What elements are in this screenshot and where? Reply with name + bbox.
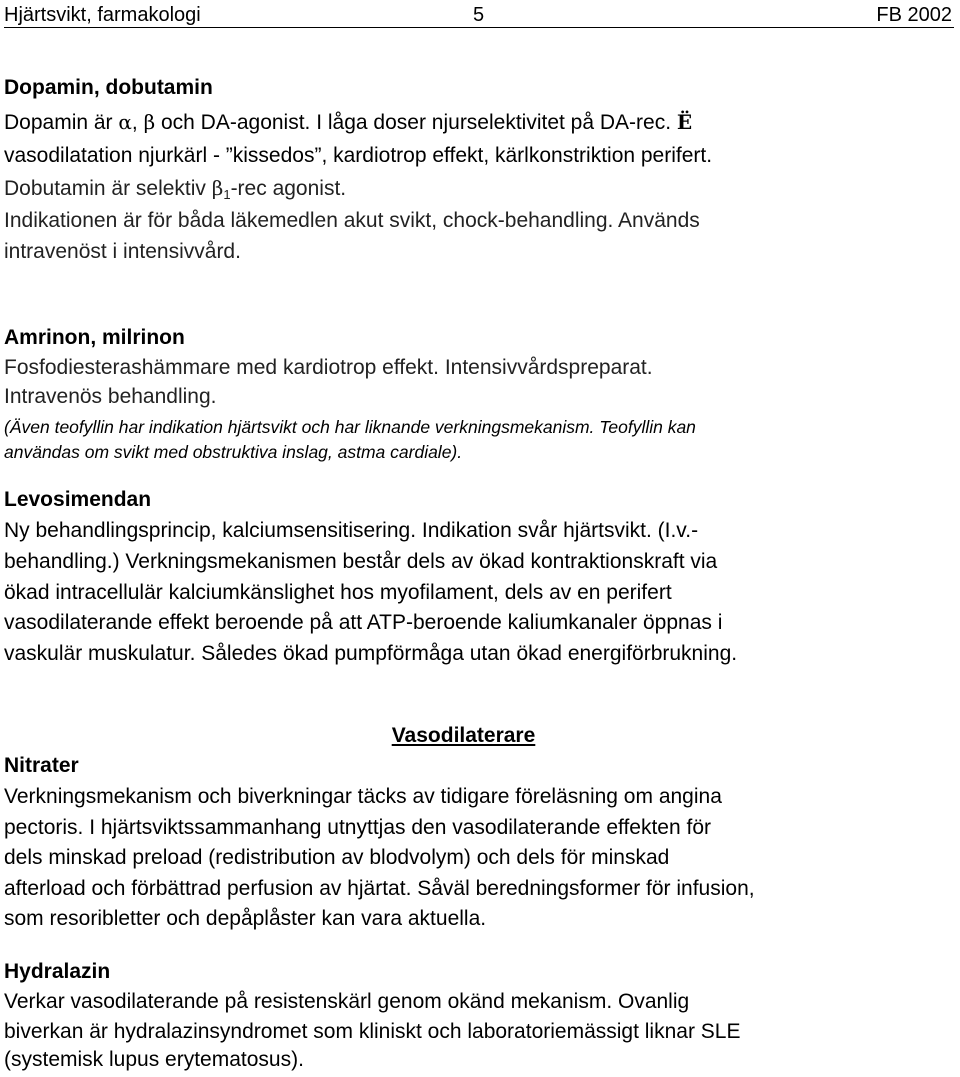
dobutamin-start: Dobutamin är selektiv — [4, 177, 212, 200]
levosimendan-line-2: behandling.) Verkningsmekanismen består dels av ökad kontraktionskraft via — [4, 550, 718, 573]
amrinon-line-2: Intravenös behandling. — [4, 385, 217, 408]
hydralazin-line-2: biverkan är hydralazinsyndromet som kliniskt och laboratoriemässigt liknar SLE — [4, 1020, 741, 1043]
nitrater-line-4: afterload och förbättrad perfusion av hjärtat. Såväl beredningsformer för infusion, — [4, 877, 755, 900]
levosimendan-line-3: ökad intracellulär kalciumkänslighet hos myofilament, dels av en perifert — [4, 581, 672, 604]
header-author-year: FB 2002 — [876, 4, 952, 26]
vasodilaterare-title: Vasodilaterare — [391, 724, 536, 747]
arrow-symbol: Ë — [676, 110, 693, 134]
dobutamin-end: -rec agonist. — [230, 177, 347, 200]
amrinon-heading: Amrinon, milrinon — [4, 326, 185, 349]
hydralazin-line-1: Verkar vasodilaterande på resistenskärl genom okänd mekanism. Ovanlig — [4, 990, 690, 1013]
levosimendan-heading: Levosimendan — [4, 488, 152, 511]
page-header — [4, 2, 954, 28]
nitrater-line-3: dels minskad preload (redistribution av blodvolym) och dels för minskad — [4, 846, 670, 869]
levosimendan-line-1: Ny behandlingsprincip, kalciumsensitisering. Indikation svår hjärtsvikt. (I.v.- — [4, 519, 699, 542]
dopamin-line-1-start: Dopamin är — [4, 111, 119, 134]
hydralazin-line-3: (systemisk lupus erytematosus). — [4, 1048, 304, 1071]
nitrater-line-2: pectoris. I hjärtsviktssammanhang utnyttjas den vasodilaterande effekten för — [4, 816, 711, 839]
header-rule — [4, 27, 954, 28]
dopamin-line-5: intravenöst i intensivvård. — [4, 240, 241, 263]
dopamin-line-4: Indikationen är för båda läkemedlen akut svikt, chock-behandling. Används — [4, 209, 700, 232]
beta-symbol: β — [143, 110, 156, 134]
nitrater-heading: Nitrater — [4, 754, 79, 777]
levosimendan-line-5: vaskulär muskulatur. Således ökad pumpförmåga utan ökad energiförbrukning. — [4, 642, 738, 665]
dopamin-line-2: vasodilatation njurkärl - ”kissedos”, kardiotrop effekt, kärlkonstriktion perifert. — [4, 144, 713, 167]
beta1-symbol: β — [211, 176, 224, 200]
nitrater-line-1: Verkningsmekanism och biverkningar täcks av tidigare föreläsning om angina — [4, 785, 722, 808]
beta1-subscript: 1 — [223, 187, 231, 202]
levosimendan-line-4: vasodilaterande effekt beroende på att ATP-beroende kaliumkanaler öppnas i — [4, 611, 723, 634]
dopamin-line-1-end: och DA-agonist. I låga doser njurselektivitet på DA-rec. — [155, 111, 677, 134]
dopamin-line-1 — [4, 107, 956, 138]
amrinon-note-1: (Även teofyllin har indikation hjärtsvikt och har liknande verkningsmekanism. Teofyllin kan — [4, 417, 696, 437]
nitrater-line-5: som resoribletter och depåplåster kan vara aktuella. — [4, 907, 487, 930]
section-title-vasodilaterare — [0, 720, 960, 751]
dopamin-comma: , — [131, 111, 144, 134]
page-number: 5 — [473, 4, 485, 26]
dopamin-heading: Dopamin, dobutamin — [4, 76, 213, 99]
amrinon-line-1: Fosfodiesterashämmare med kardiotrop effekt. Intensivvårdspreparat. — [4, 356, 653, 379]
hydralazin-heading: Hydralazin — [4, 960, 111, 983]
amrinon-note-2: användas om svikt med obstruktiva inslag, astma cardiale). — [4, 442, 463, 462]
alpha-symbol: α — [118, 110, 132, 134]
header-title: Hjärtsvikt, farmakologi — [4, 4, 201, 26]
